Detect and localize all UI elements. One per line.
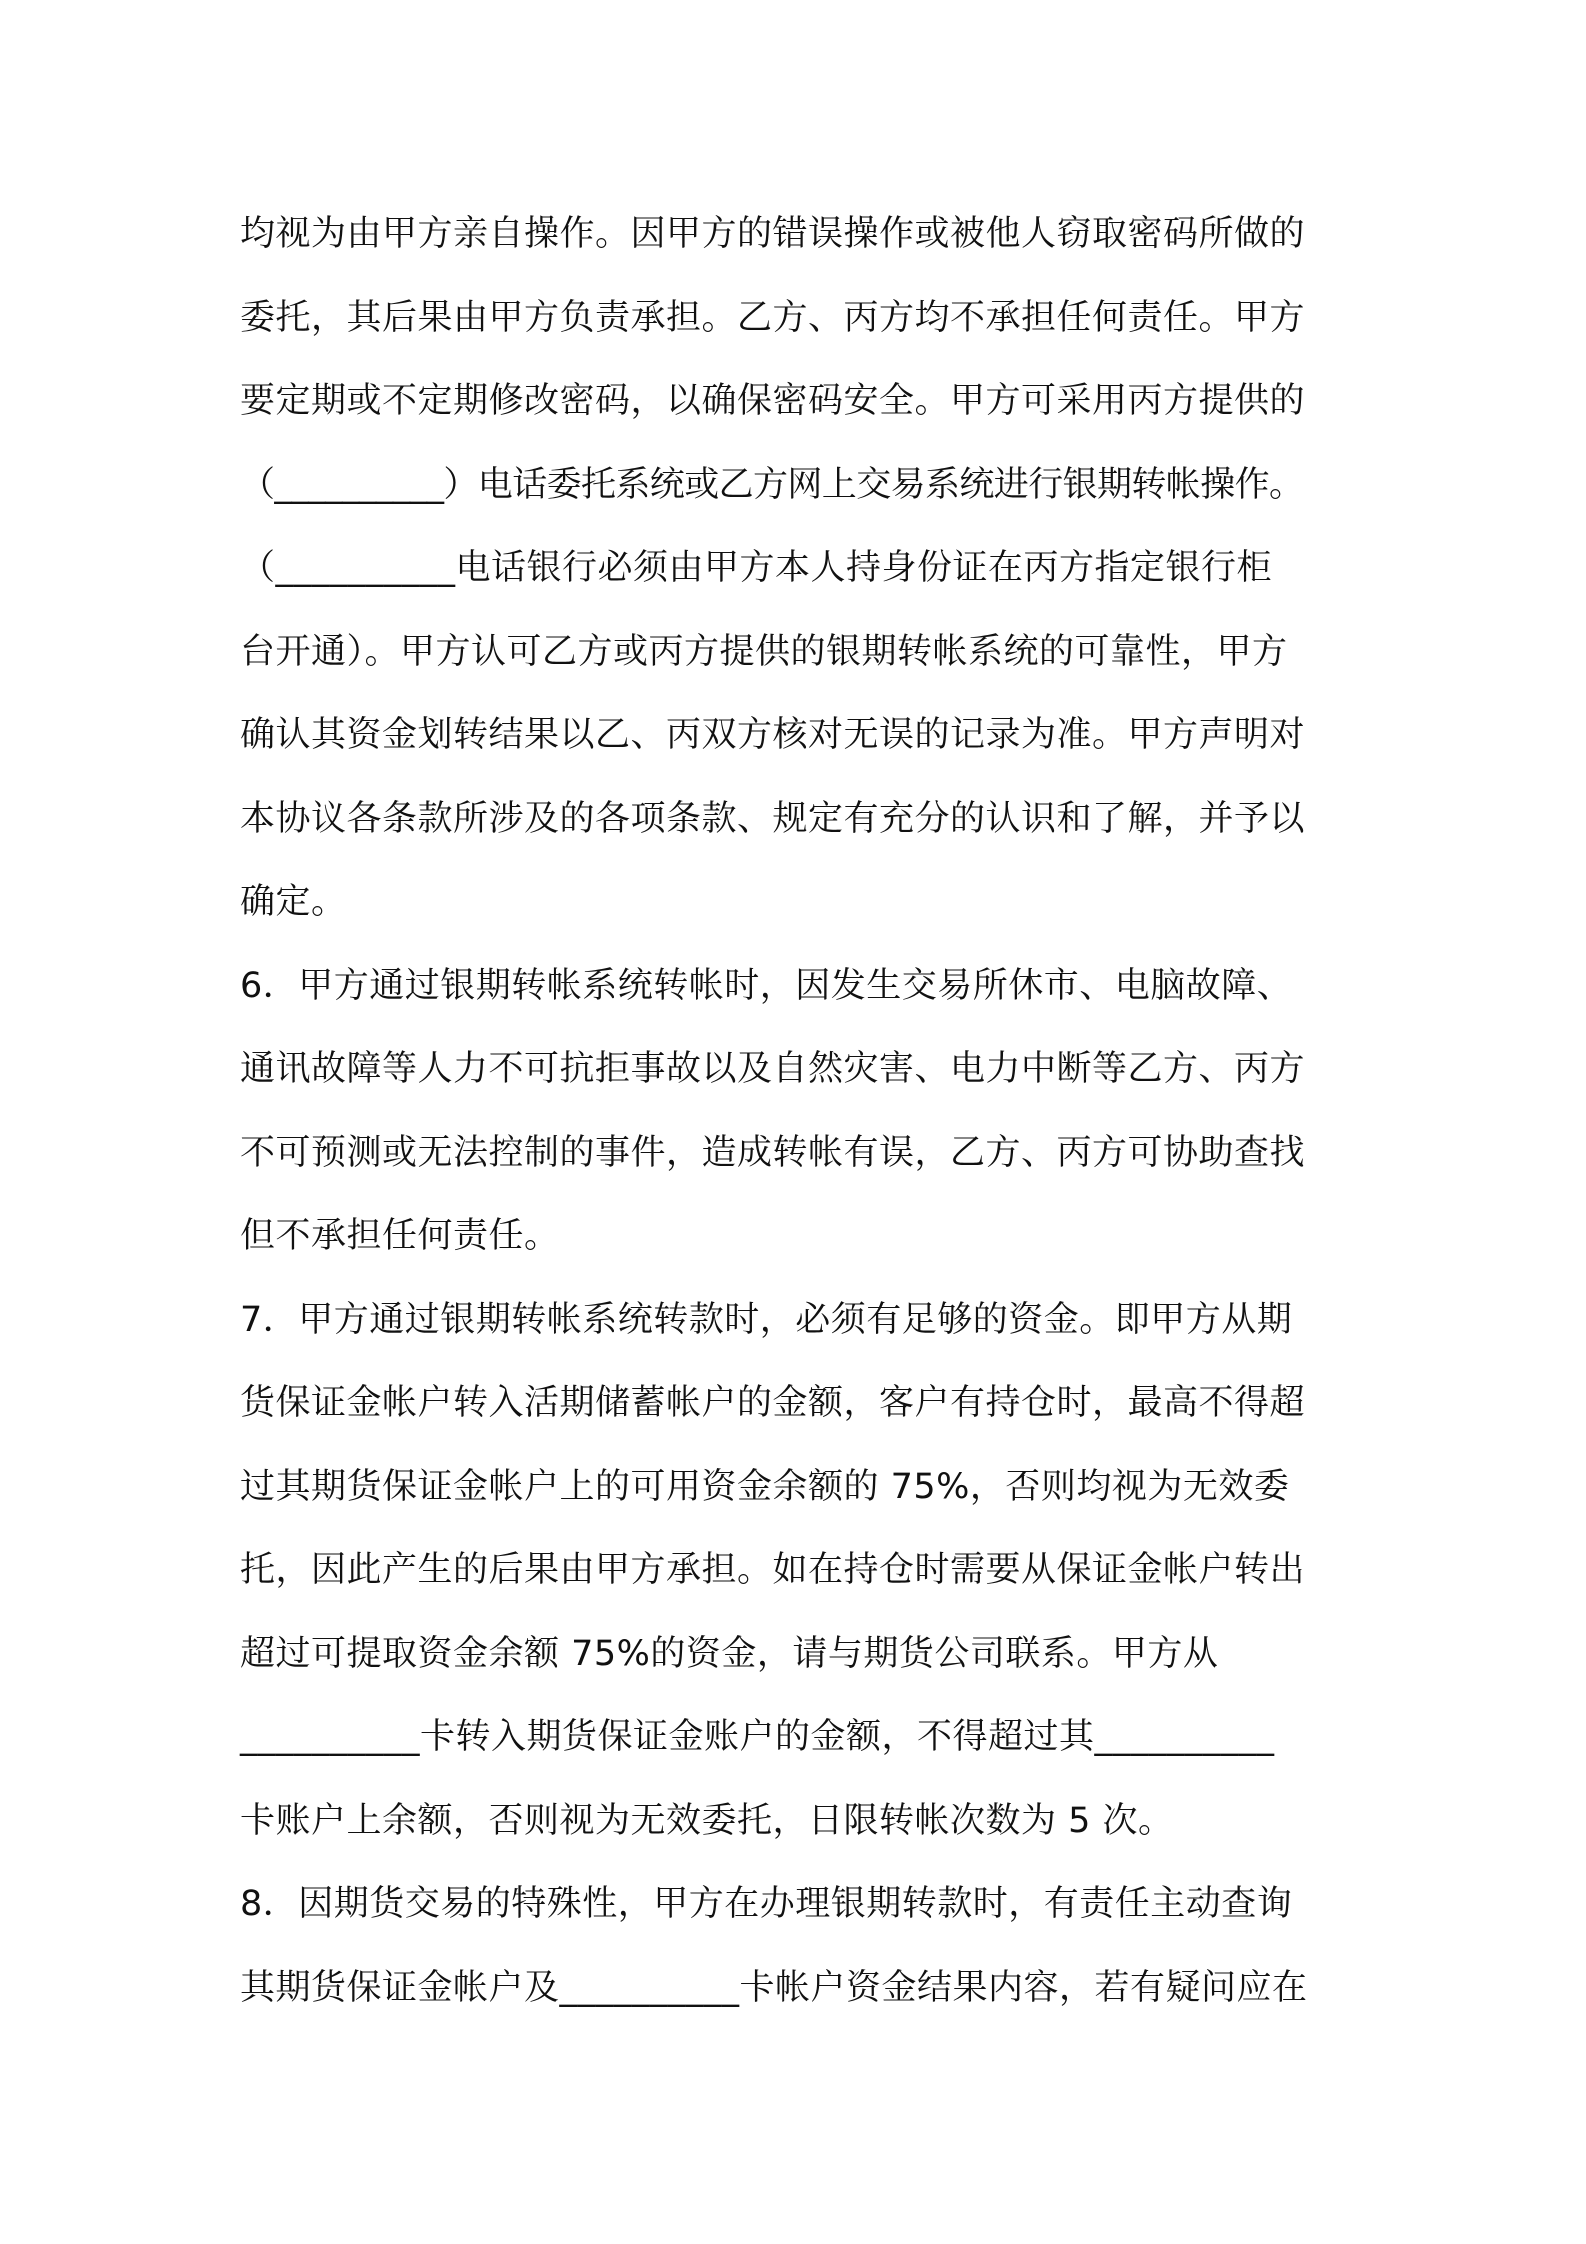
text-line: __________卡转入期货保证金账户的金额，不得超过其__________ (240, 1717, 1275, 1757)
text-line: 卡账户上余额，否则视为无效委托，日限转帐次数为 5 次。 (240, 1800, 1174, 1841)
clause-8-line: 8．因期货交易的特殊性，甲方在办理银期转款时，有责任主动查询 (240, 1884, 1293, 1924)
text-line: 委托，其后果由甲方负责承担。乙方、丙方均不承担任何责任。甲方 (240, 297, 1306, 338)
text-line: 台开通）。甲方认可乙方或丙方提供的银期转帐系统的可靠性，甲方 (240, 631, 1288, 672)
text-line: 确定。 (240, 882, 347, 922)
text-line: 其期货保证金帐户及__________卡帐户资金结果内容，若有疑问应在 (240, 1967, 1308, 2008)
text-line: 均视为由甲方亲自操作。因甲方的错误操作或被他人窃取密码所做的 (240, 214, 1306, 254)
text-line: 但不承担任何责任。 (240, 1216, 560, 1256)
text-line: 过其期货保证金帐户上的可用资金余额的 75%，否则均视为无效委 (240, 1466, 1290, 1507)
text-line: 通讯故障等人力不可抗拒事故以及自然灾害、电力中断等乙方、丙方 (240, 1049, 1306, 1089)
text-line: 确认其资金划转结果以乙、丙双方核对无误的记录为准。甲方声明对 (240, 715, 1306, 755)
text-line: （__________电话银行必须由甲方本人持身份证在丙方指定银行柜 (240, 548, 1273, 588)
text-line: 本协议各条款所涉及的各项条款、规定有充分的认识和了解，并予以 (240, 798, 1306, 839)
text-line: 超过可提取资金余额 75%的资金，请与期货公司联系。甲方从 (240, 1633, 1219, 1674)
text-line: 货保证金帐户转入活期储蓄帐户的金额，客户有持仓时，最高不得超 (240, 1383, 1306, 1423)
clause-7-line: 7．甲方通过银期转帐系统转款时，必须有足够的资金。即甲方从期 (240, 1299, 1293, 1340)
document-body (240, 193, 1380, 2030)
text-line: （__________）电话委托系统或乙方网上交易系统进行银期转帐操作。 (240, 464, 1304, 505)
clause-6-line: 6．甲方通过银期转帐系统转帐时，因发生交易所休市、电脑故障、 (240, 965, 1293, 1006)
text-line: 要定期或不定期修改密码，以确保密码安全。甲方可采用丙方提供的 (240, 381, 1306, 421)
text-line: 不可预测或无法控制的事件，造成转帐有误，乙方、丙方可协助查找 (240, 1132, 1306, 1173)
text-line: 托，因此产生的后果由甲方承担。如在持仓时需要从保证金帐户转出 (240, 1550, 1306, 1590)
